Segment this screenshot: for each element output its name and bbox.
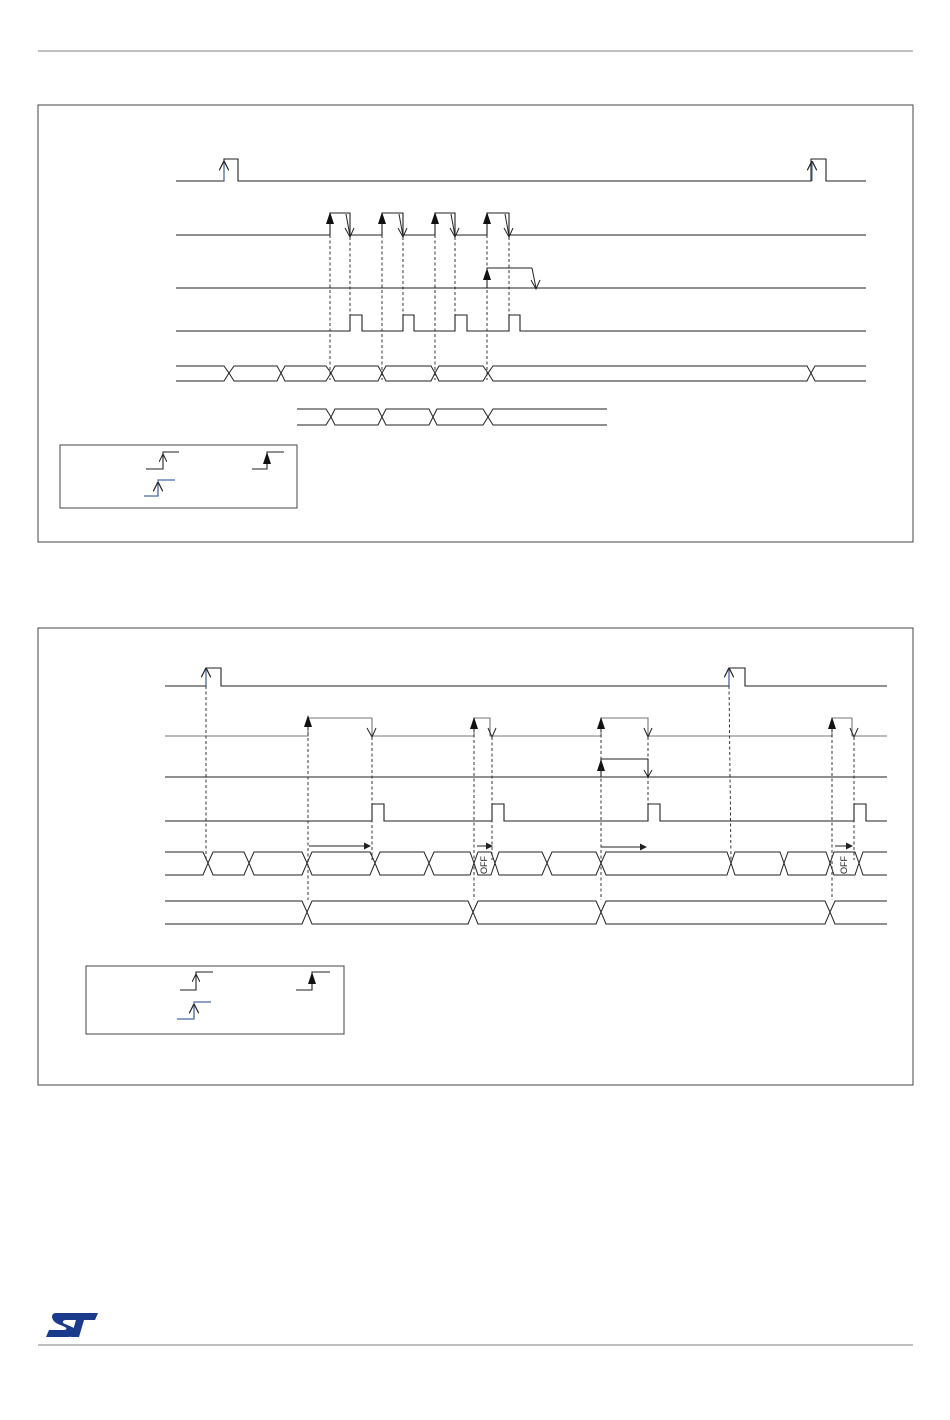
rising-edge-filled-icon <box>304 715 836 729</box>
legend-blue-step-icon <box>144 480 175 496</box>
data-bus-1-bottom <box>176 373 866 381</box>
conversion-signal-2 <box>165 718 887 736</box>
trigger-signal-2 <box>165 668 887 686</box>
trigger-signal <box>176 159 866 181</box>
data-bus-2-bottom <box>297 417 607 425</box>
eoc-signal <box>176 315 866 331</box>
legend-1 <box>60 445 297 508</box>
eos-pulse <box>487 268 532 288</box>
data-bus-b-top <box>165 901 887 912</box>
data-bus-1-top <box>176 366 866 373</box>
st-logo <box>46 1313 98 1337</box>
eoc-signal-2 <box>165 804 887 821</box>
data-bus-a-top <box>165 852 887 863</box>
data-bus-b-bottom <box>165 912 887 924</box>
timing-diagram-1 <box>38 105 913 542</box>
conversion-signal <box>176 213 866 235</box>
data-bus-2-top <box>297 409 607 417</box>
timing-guides-2 <box>206 686 854 900</box>
eos-pulse-2 <box>601 759 648 777</box>
timing-diagram-2 <box>38 628 913 1085</box>
timing-guides <box>330 224 509 380</box>
legend-2 <box>86 966 344 1034</box>
diagram-1-frame <box>38 105 913 542</box>
off-label-1: OFF <box>479 856 489 874</box>
rising-edge-filled-icon <box>326 212 491 224</box>
data-bus-a-bottom <box>165 863 887 875</box>
off-label-2: OFF <box>839 856 849 874</box>
